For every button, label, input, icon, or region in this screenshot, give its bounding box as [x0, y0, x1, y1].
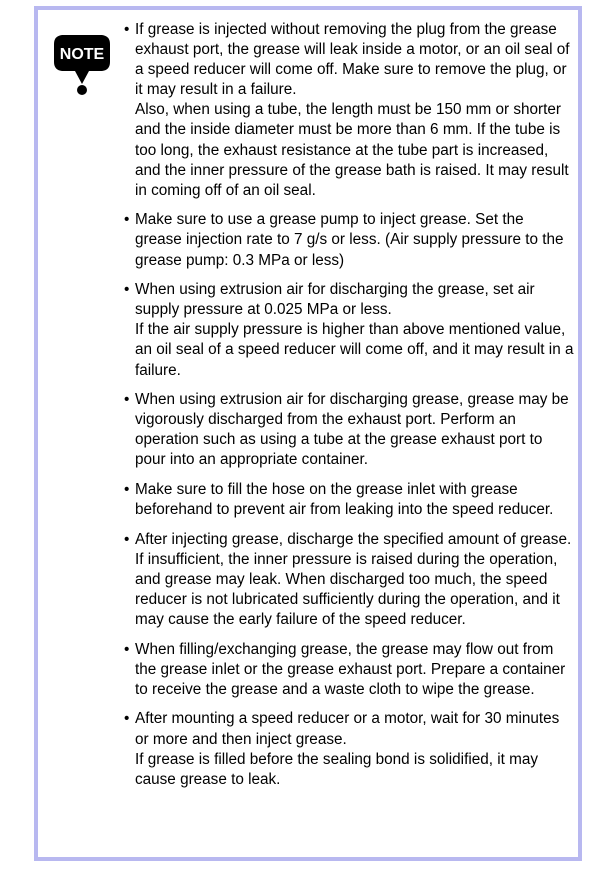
note-list-item [124, 640, 574, 700]
bullet-marker: • [124, 710, 130, 728]
note-paragraph: If grease is filled before the sealing bond is solidified, it may cause grease to leak. [135, 750, 539, 788]
note-paragraph: If grease is injected without removing the plug from the grease exhaust port, the grease will leak inside a motor, or an oil seal of a speed reducer will come off. Make sure to remove the plug, or it may result in a failure. [135, 21, 570, 99]
bullet-marker: • [124, 640, 130, 658]
note-box [34, 6, 582, 861]
bullet-marker: • [124, 391, 130, 409]
note-list-item [124, 709, 574, 789]
note-paragraph: Make sure to fill the hose on the grease inlet with grease beforehand to prevent air from leaking into the speed reducer. [135, 480, 554, 519]
note-box-inner [38, 10, 578, 857]
bullet-marker: • [124, 480, 130, 498]
note-paragraph: When using extrusion air for discharging the grease, set air supply pressure at 0.025 MPa or less. [135, 281, 535, 319]
note-list-item [124, 20, 574, 201]
note-paragraph: When filling/exchanging grease, the grease may flow out from the grease inlet or the grease exhaust port. Prepare a container to receive the grease and a waste cloth to wipe the grease. [135, 640, 566, 698]
note-icon [46, 24, 118, 96]
bullet-marker: • [124, 21, 130, 38]
bullet-marker: • [124, 530, 130, 548]
note-paragraph: Make sure to use a grease pump to inject grease. Set the grease injection rate to 7 g/s or less. (Air supply pressure to the grease pump: 0.3 MPa or less) [135, 211, 564, 269]
note-list-item [124, 530, 574, 630]
note-label: NOTE [59, 46, 105, 63]
note-list-item [124, 390, 574, 470]
note-paragraph: If the air supply pressure is higher than above mentioned value, an oil seal of a speed reducer will come off, and it may result in a failure. [135, 321, 574, 379]
note-paragraph: When using extrusion air for discharging grease, grease may be vigorously discharged from the exhaust port. Perform an operation such as using a tube at the grease exhaust port to pour into an appropriate container. [135, 391, 569, 469]
note-bubble-dot [77, 85, 87, 95]
note-content [124, 20, 574, 799]
bullet-marker: • [124, 211, 130, 229]
note-paragraph: Also, when using a tube, the length must be 150 mm or shorter and the inside diameter must be more than 6 mm. If the tube is too long, the exhaust resistance at the tube part is increased, and the inner pressure of the grease bath is raised. It may result in coming off of an oil seal. [135, 101, 569, 199]
note-paragraph: After mounting a speed reducer or a motor, wait for 30 minutes or more and then inject grease. [135, 710, 560, 748]
bullet-marker: • [124, 281, 130, 299]
note-paragraph: After injecting grease, discharge the specified amount of grease. If insufficient, the inner pressure is raised during the operation, and grease may leak. When discharged too much, the speed reducer is not lubricated sufficiently during the operation, and it may cause the early failure of the speed reducer. [135, 530, 572, 629]
note-list-item [124, 480, 574, 520]
note-list-item [124, 210, 574, 270]
note-list-item [124, 280, 574, 380]
